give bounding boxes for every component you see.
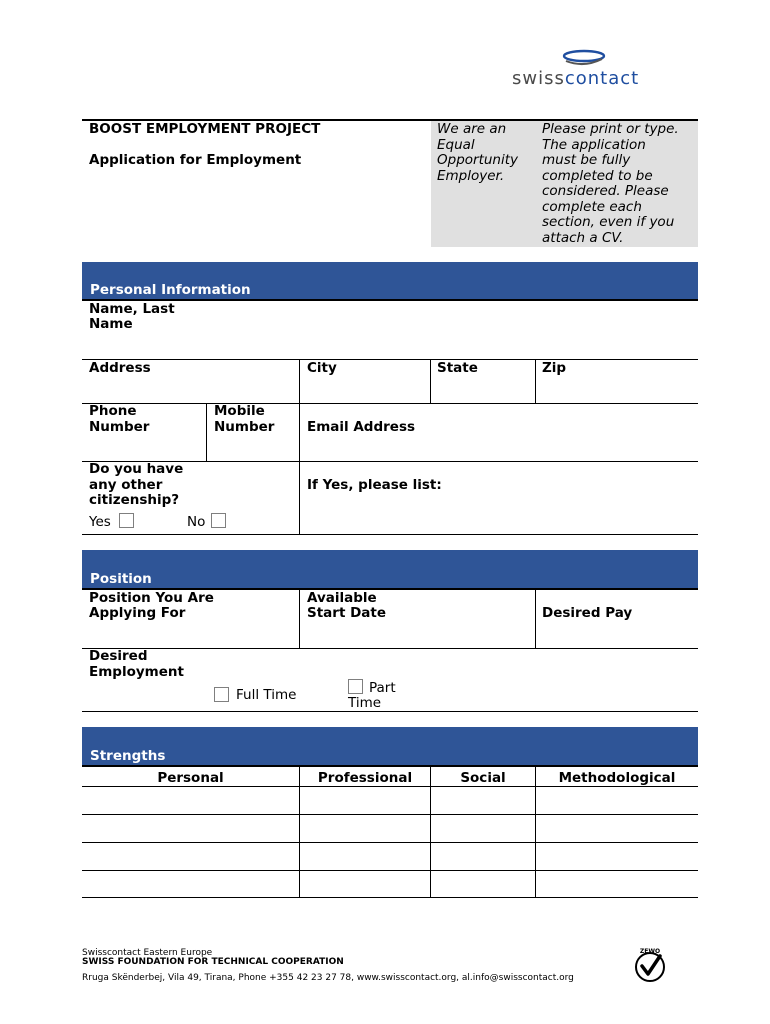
personal-information-band [82, 262, 698, 299]
equal-opportunity-line-1: We are an [437, 121, 507, 137]
position-divider-2 [535, 589, 536, 648]
no-label: No [187, 514, 206, 530]
start-date-label-line-2: Start Date [307, 605, 387, 621]
strengths-title: Strengths [90, 748, 166, 764]
strengths-row[interactable] [82, 787, 698, 814]
instructions-line-7: section, even if you [542, 214, 675, 230]
city-label: City [307, 360, 337, 376]
footer-address: Rruga Skënderbej, Vila 49, Tirana, Phone +355 42 23 27 78, www.swisscontact.org, al.info@swisscontact.org [82, 973, 574, 983]
footer-foundation: SWISS FOUNDATION FOR TECHNICAL COOPERATION [82, 957, 344, 967]
yes-label: Yes [89, 514, 111, 530]
phone-divider-1 [206, 403, 207, 461]
zip-label: Zip [542, 360, 567, 376]
applying-label-line-2: Applying For [89, 605, 186, 621]
strengths-row[interactable] [82, 871, 698, 897]
email-field[interactable] [430, 405, 698, 460]
desired-pay-label: Desired Pay [542, 605, 633, 621]
logo-text: swisscontact [512, 68, 640, 89]
mobile-label-line-2: Number [214, 419, 275, 435]
employment-label-line-1: Desired [89, 648, 148, 664]
form-subtitle: Application for Employment [89, 152, 302, 168]
email-label: Email Address [307, 419, 416, 435]
instructions-line-5: considered. Please [542, 183, 669, 199]
employment-row-rule [82, 711, 698, 712]
part-time-label-line-1: Part [369, 680, 396, 696]
strengths-col-social: Social [460, 770, 506, 786]
position-band [82, 550, 698, 588]
instructions-line-3: must be fully [542, 152, 631, 168]
strengths-band [82, 727, 698, 765]
citizenship-no-checkbox[interactable] [211, 513, 226, 528]
employment-label-line-2: Employment [89, 664, 184, 680]
instructions-line-8: attach a CV. [542, 230, 624, 246]
state-field[interactable] [431, 378, 535, 402]
strengths-row[interactable] [82, 815, 698, 842]
part-time-label-line-2: Time [348, 695, 382, 711]
zip-field[interactable] [536, 378, 698, 402]
instructions-line-4: completed to be [542, 168, 653, 184]
footer-org: Swisscontact Eastern Europe [82, 948, 213, 958]
strengths-band-rule [82, 765, 698, 767]
city-field[interactable] [300, 378, 430, 402]
phone-label-line-1: Phone [89, 403, 137, 419]
name-row-rule [82, 359, 698, 360]
citizenship-label-line-2: any other [89, 477, 163, 493]
instructions-line-2: The application [542, 137, 646, 153]
mobile-label-line-1: Mobile [214, 403, 265, 419]
address-field[interactable] [82, 378, 299, 402]
position-applying-field[interactable] [82, 624, 299, 647]
equal-opportunity-line-3: Opportunity [437, 152, 519, 168]
position-title: Position [90, 571, 152, 587]
name-label-line-1: Name, Last [89, 301, 175, 317]
zewo-badge-icon [630, 946, 670, 986]
instructions-line-6: complete each [542, 199, 642, 215]
full-time-checkbox[interactable] [214, 687, 229, 702]
name-label-line-2: Name [89, 316, 133, 332]
citizenship-label-line-1: Do you have [89, 461, 184, 477]
zewo-badge-text: ZEWO [639, 948, 661, 955]
desired-pay-field[interactable] [645, 592, 698, 647]
logo-swoosh-icon [558, 48, 610, 68]
state-label: State [437, 360, 478, 376]
strengths-col-personal: Personal [157, 770, 224, 786]
part-time-checkbox[interactable] [348, 679, 363, 694]
strengths-row-rule-4 [82, 897, 698, 898]
name-field[interactable] [182, 301, 698, 359]
address-row-rule [82, 403, 698, 404]
project-title: BOOST EMPLOYMENT PROJECT [89, 121, 321, 137]
applying-label-line-1: Position You Are [89, 590, 214, 606]
citizenship-row-rule [82, 534, 698, 535]
strengths-col-professional: Professional [317, 770, 413, 786]
full-time-label: Full Time [236, 687, 297, 703]
if-yes-label: If Yes, please list: [307, 477, 442, 493]
phone-label-line-2: Number [89, 419, 150, 435]
citizenship-label-line-3: citizenship? [89, 492, 180, 508]
other-citizenship-field[interactable] [460, 470, 698, 530]
instructions-line-1: Please print or type. [542, 121, 679, 137]
start-date-field[interactable] [300, 624, 535, 647]
equal-opportunity-line-2: Equal [437, 137, 475, 153]
citizenship-yes-checkbox[interactable] [119, 513, 134, 528]
address-label: Address [89, 360, 151, 376]
strengths-row[interactable] [82, 843, 698, 870]
personal-information-title: Personal Information [90, 282, 251, 298]
position-row-rule [82, 648, 698, 649]
strengths-col-methodological: Methodological [558, 770, 676, 786]
swisscontact-logo [508, 48, 660, 90]
phone-divider-2 [299, 403, 300, 534]
start-date-label-line-1: Available [307, 590, 377, 606]
equal-opportunity-line-4: Employer. [437, 168, 505, 184]
